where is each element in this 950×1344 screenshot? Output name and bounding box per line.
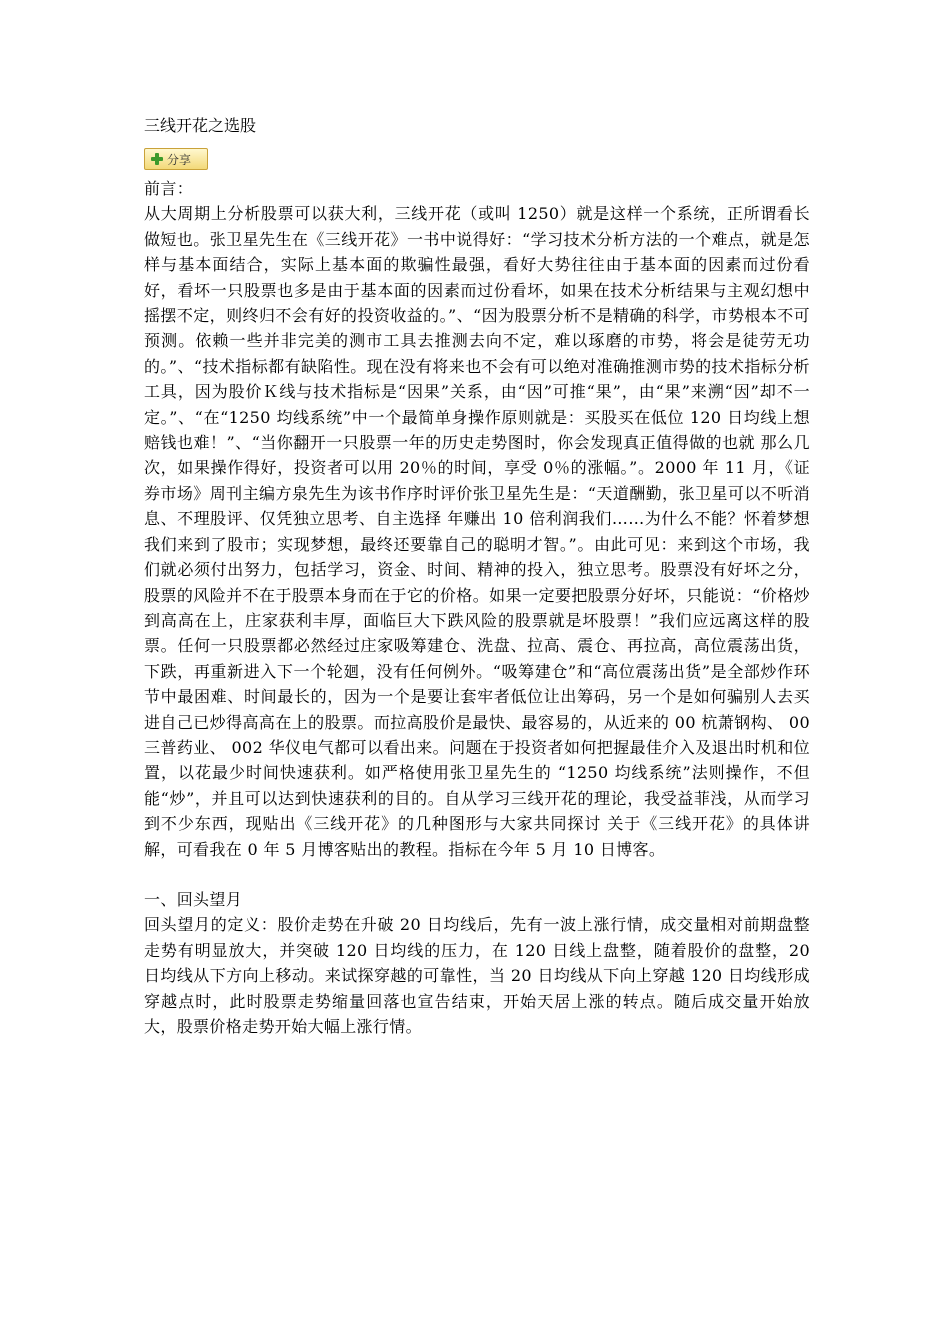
page-title: 三线开花之选股 bbox=[144, 116, 257, 135]
paragraph-gap bbox=[144, 862, 810, 887]
document-page bbox=[144, 112, 810, 1039]
section1-body: 回头望月的定义：股价走势在升破 20 日均线后，先有一波上涨行情，成交量相对前期盘整走势有明显放大，并突破 120 日均线的压力，在 120 日线上盘整，随着股价的盘整，20 日均线从下方向上移动。来试探穿越的可靠性，当 20 日均线从下向上穿越 120 日均线形成穿越点时，此时股票走势缩量回落也宣告结束，开始天居上涨的转点。随后成交量开始放大，股票价格走势开始大幅上涨行情。 bbox=[144, 915, 810, 1036]
plus-icon bbox=[151, 153, 163, 165]
preface-heading: 前言： bbox=[144, 179, 194, 198]
section1-heading: 一、回头望月 bbox=[144, 889, 243, 909]
share-label: 分享 bbox=[167, 152, 192, 167]
preface-body: 从大周期上分析股票可以获大利，三线开花（或叫 1250）就是这样一个系统，正所谓看长做短也。张卫星先生在《三线开花》一书中说得好：“学习技术分析方法的一个难点，就是怎样与基本面结合，实际上基本面的欺骗性最强，看好大势往往由于基本面的因素而过份看好，看坏一只股票也多是由于基本面的因素而过份看坏，如果在技术分析结果与主观幻想中摇摆不定，则终归不会有好的投资收益的。”、“因为股票分析不是精确的科学，市势根本不可预测。依赖一些并非完美的测市工具去推测去向不定，难以琢磨的市势，将会是徒劳无功的。”、“技术指标都有缺陷性。现在没有将来也不会有可以绝对准确推测市势的技术指标分析工具，因为股价Ｋ线与技术指标是“因果”关系，由“因”可推“果”，由“果”来溯“因”却不一定。”、“在“1250 均线系统”中一个最简单身操作原则就是：买股买在低位 120 日均线上想赔钱也难！”、“当你翻开一只股票一年的历史走势图时，你会发现真正值得做的也就 那么几次，如果操作得好，投资者可以用 20％的时间，享受 0％的涨幅。”。2000 年 11 月，《证券市场》周刊主编方泉先生为该书作序时评价张卫星先生是：“天道酬勤，张卫星可以不听消息、不理股评、仅凭独立思考、自主选择 年赚出 10 倍利润我们……为什么不能？怀着梦想我们来到了股市；实现梦想，最终还要靠自己的聪明才智。”。由此可见：来到这个市场，我们就必须付出努力，包括学习，资金、时间、精神的投入，独立思考。股票没有好坏之分，股票的风险并不在于股票本身而在于它的价格。如果一定要把股票分好坏，只能说：“价格炒到高高在上，庄家获利丰厚，面临巨大下跌风险的股票就是坏股票！”我们应远离这样的股票。任何一只股票都必然经过庄家吸筹建仓、洗盘、拉高、震仓、再拉高，高位震荡出货，下跌，再重新进入下一个轮廻，没有任何例外。“吸筹建仓”和“高位震荡出货”是全部炒作环节中最困难、时间最长的，因为一个是要让套牢者低位让出筹码，另一个是如何骗别人去买进自己已炒得高高在上的股票。而拉高股价是最快、最容易的，从近来的 00 杭萧钢构、 00 三普药业、 002 华仪电气都可以看出来。问题在于投资者如何把握最佳介入及退出时机和位置，以花最少时间快速获利。如严格使用张卫星先生的 “1250 均线系统”法则操作，不但能“炒”，并且可以达到快速获利的目的。自从学习三线开花的理论，我受益菲浅，从而学习到不少东西，现贴出《三线开花》的几种图形与大家共同探讨 关于《三线开花》的具体讲解，可看我在 0 年 5 月博客贴出的教程。指标在今年 5 月 10 日博客。 bbox=[144, 204, 810, 859]
share-button[interactable] bbox=[144, 148, 208, 170]
